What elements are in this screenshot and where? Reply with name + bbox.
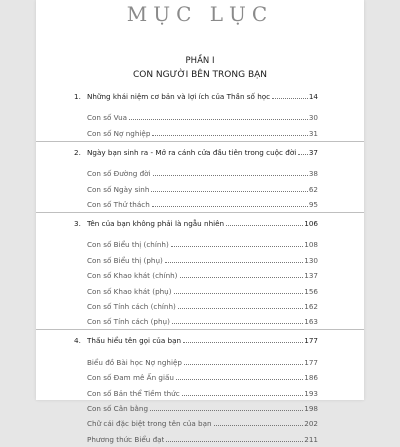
dot-leader <box>226 225 303 226</box>
dot-leader <box>129 119 308 120</box>
toc-subsection-entry[interactable] <box>87 129 318 138</box>
page-number: 37 <box>308 147 318 157</box>
page-number: 186 <box>304 373 318 383</box>
subsection-title: Con số Đường đời <box>87 169 151 179</box>
toc-subsection-entry[interactable] <box>87 419 318 428</box>
dot-leader <box>172 323 303 324</box>
book-page <box>36 0 364 444</box>
part-label: PHẦN I <box>185 56 215 66</box>
table-of-contents-heading: MỤC LỤC <box>126 2 274 26</box>
toc-subsection-entry[interactable] <box>87 389 318 398</box>
dot-leader <box>182 395 304 396</box>
subsection-title: Con số Khao khát (chính) <box>87 271 178 281</box>
toc-chapter-entry[interactable] <box>74 92 318 101</box>
dot-leader <box>183 342 303 343</box>
toc-chapter-entry[interactable] <box>74 148 318 157</box>
subsection-title: Chữ cái đặc biệt trong tên của bạn <box>87 419 212 429</box>
subsection-title: Con số Đam mê Ẩn giấu <box>87 373 174 383</box>
subsection-title: Con số Cân bằng <box>87 403 149 413</box>
toc-chapter-entry[interactable] <box>74 336 318 345</box>
page-number: 106 <box>304 218 318 228</box>
toc-subsection-entry[interactable] <box>87 404 318 413</box>
page-number: 177 <box>304 357 318 367</box>
toc-subsection-entry[interactable] <box>87 185 318 194</box>
toc-chapter-entry[interactable] <box>74 219 318 228</box>
toc-subsection-entry[interactable] <box>87 435 318 444</box>
subsection-title: Con số Khao khát (phụ) <box>87 286 172 296</box>
toc-subsection-entry[interactable] <box>87 240 318 249</box>
page-number: 177 <box>304 336 318 346</box>
toc-subsection-entry[interactable] <box>87 271 318 280</box>
part-title: CON NGƯỜI BÊN TRONG BẠN <box>132 70 268 80</box>
subsection-title: Con số Biểu thị (chính) <box>87 240 169 250</box>
page-number: 163 <box>304 317 318 327</box>
toc-section <box>36 86 364 141</box>
toc-entries <box>36 86 364 447</box>
dot-leader <box>180 277 304 278</box>
page-number: 30 <box>308 113 318 123</box>
subsection-title: Con số Ngày sinh <box>87 184 150 194</box>
dot-leader <box>178 308 303 309</box>
subsection-title: Con số Vua <box>87 113 128 123</box>
toc-section <box>36 329 364 446</box>
subsection-title: Con số Tính cách (phụ) <box>87 317 170 327</box>
dot-leader <box>165 262 303 263</box>
toc-subsection-entry[interactable] <box>87 169 318 178</box>
dot-leader <box>166 441 303 442</box>
dot-leader <box>152 135 307 136</box>
chapter-title: Thấu hiểu tên gọi của bạn <box>87 336 182 346</box>
page-number: 202 <box>304 419 318 429</box>
dot-leader <box>152 206 308 207</box>
page-number: 95 <box>308 199 318 209</box>
toc-subsection-entry[interactable] <box>87 113 318 122</box>
dot-leader <box>176 379 303 380</box>
chapter-title: Ngày bạn sinh ra - Mở ra cánh cửa đầu tiên trong cuộc đời <box>87 147 297 157</box>
toc-subsection-entry[interactable] <box>87 358 318 367</box>
toc-subsection-entry[interactable] <box>87 317 318 326</box>
page-number: 31 <box>308 128 318 138</box>
chapter-number: 1. <box>74 92 81 101</box>
subsection-title: Con số Tính cách (chính) <box>87 301 176 311</box>
page-number: 38 <box>308 169 318 179</box>
toc-subsection-entry[interactable] <box>87 302 318 311</box>
page-number: 193 <box>304 388 318 398</box>
page-number: 156 <box>304 286 318 296</box>
dot-leader <box>184 364 303 365</box>
chapter-number: 4. <box>74 336 81 346</box>
toc-subsection-entry[interactable] <box>87 200 318 209</box>
page-number: 162 <box>304 301 318 311</box>
page-number: 211 <box>304 434 318 444</box>
toc-section <box>36 141 364 212</box>
chapter-number: 2. <box>74 147 81 157</box>
subsection-title: Phương thức Biểu đạt <box>87 434 165 444</box>
page-number: 62 <box>308 184 318 194</box>
subsection-title: Con số Nợ nghiệp <box>87 128 151 138</box>
subsection-title: Biểu đồ Bài học Nợ nghiệp <box>87 357 182 367</box>
dot-leader <box>151 191 307 192</box>
dot-leader <box>174 293 304 294</box>
dot-leader <box>272 98 308 99</box>
dot-leader <box>214 425 304 426</box>
chapter-title: Những khái niệm cơ bản và lợi ích của Thần số học <box>87 92 271 101</box>
page-number: 108 <box>304 240 318 250</box>
dot-leader <box>171 246 304 247</box>
page-number: 198 <box>304 403 318 413</box>
toc-subsection-entry[interactable] <box>87 256 318 265</box>
chapter-title: Tên của bạn không phải là ngẫu nhiên <box>87 218 225 228</box>
page-number: 130 <box>304 255 318 265</box>
dot-leader <box>153 175 308 176</box>
page-number: 137 <box>304 271 318 281</box>
subsection-title: Con số Bản thể Tiềm thức <box>87 388 180 398</box>
dot-leader <box>298 154 308 155</box>
toc-subsection-entry[interactable] <box>87 287 318 296</box>
toc-section <box>36 212 364 329</box>
dot-leader <box>150 410 303 411</box>
subsection-title: Con số Biểu thị (phụ) <box>87 255 163 265</box>
chapter-number: 3. <box>74 218 81 228</box>
subsection-title: Con số Thử thách <box>87 199 150 209</box>
page-number: 14 <box>308 92 318 101</box>
toc-subsection-entry[interactable] <box>87 373 318 382</box>
